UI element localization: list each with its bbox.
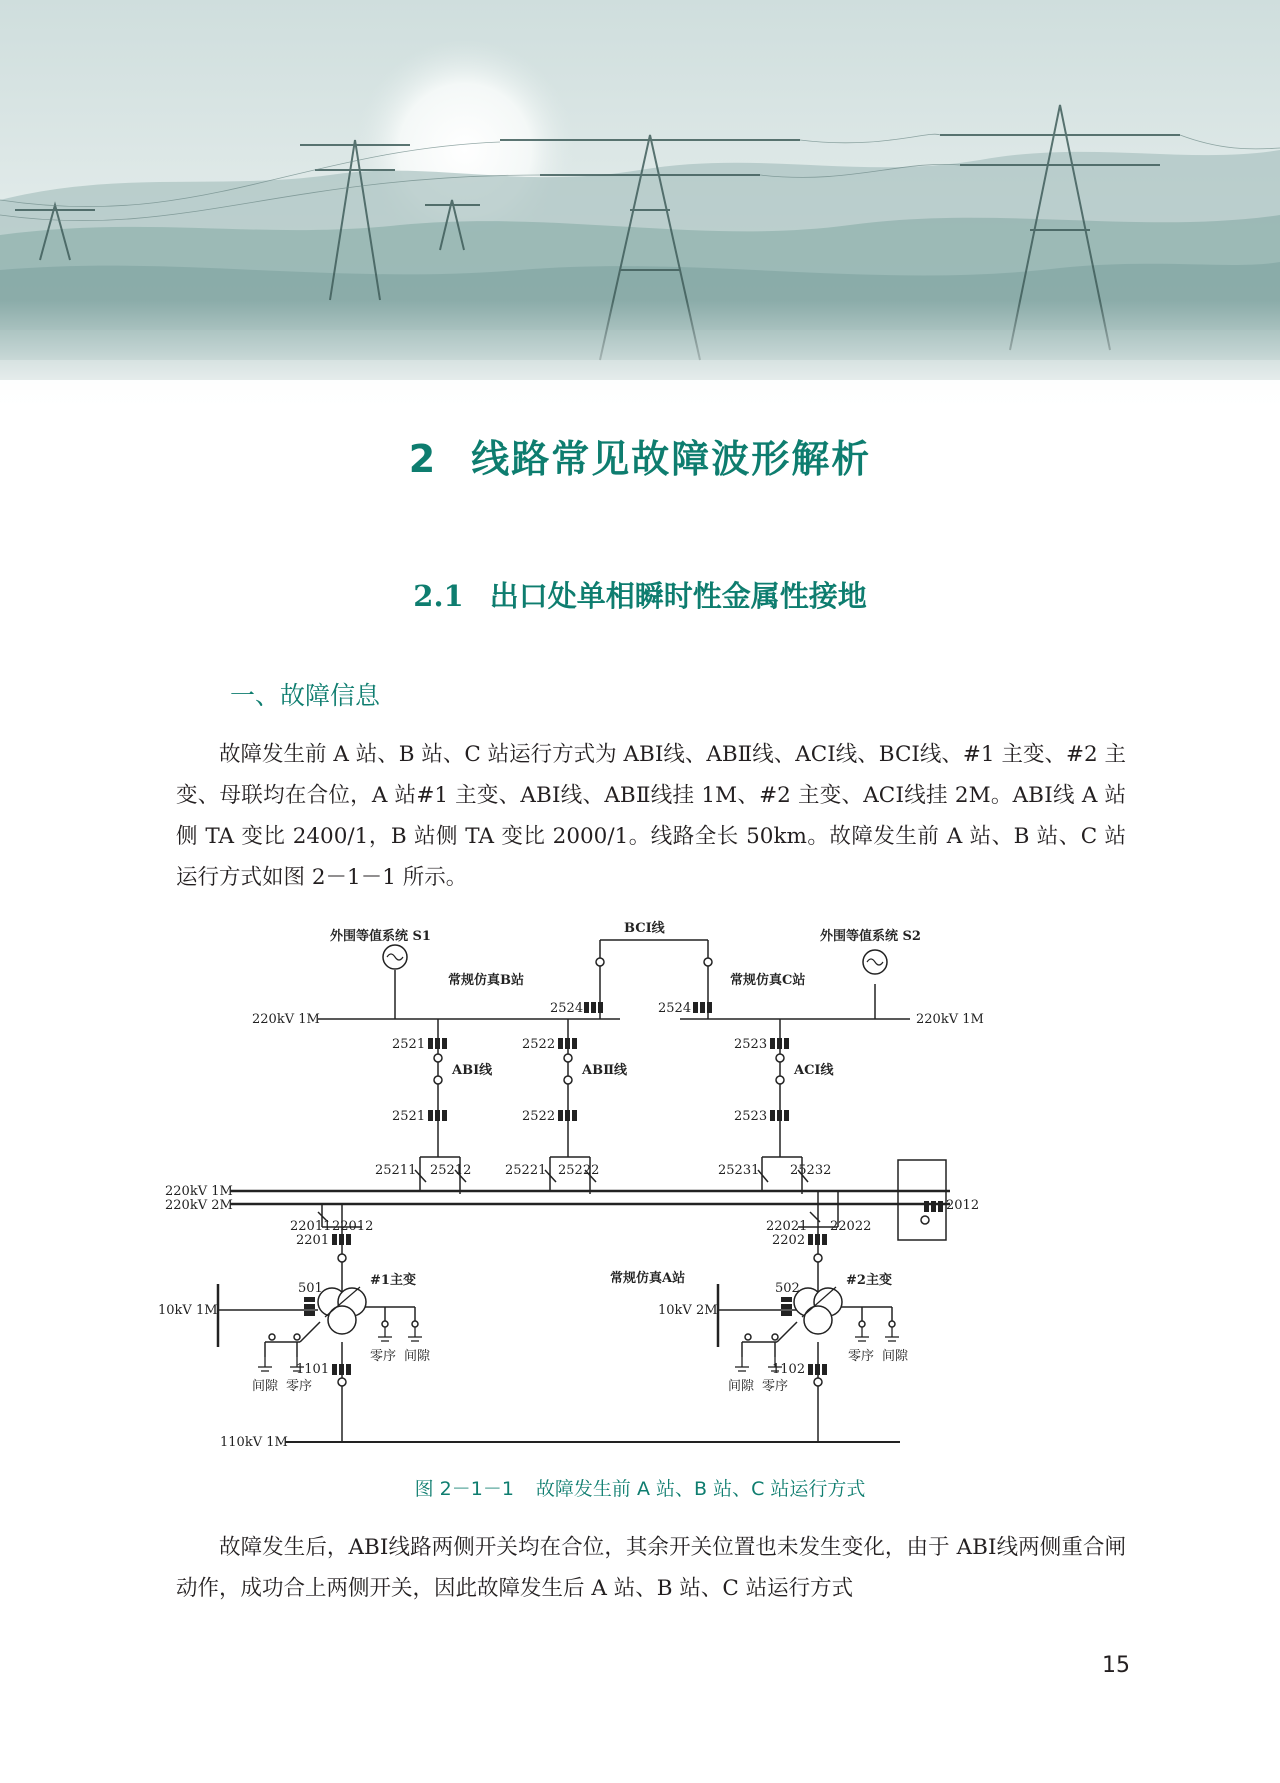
- label-bc-line: BCⅠ线: [624, 921, 665, 936]
- label-bus-10kv-1: 10kV 1M: [158, 1303, 218, 1318]
- label-bus-110kv: 110kV 1M: [220, 1435, 288, 1450]
- label-gap-1b: 间隙: [404, 1349, 431, 1364]
- chapter-title: [0, 428, 1280, 483]
- label-station-c: 常规仿真C站: [730, 973, 806, 988]
- label-brk-2521-top: 2521: [392, 1037, 426, 1052]
- label-brk-2202: 2202: [772, 1233, 806, 1248]
- paragraph-1: 故障发生前 A 站、B 站、C 站运行方式为 ABⅠ线、ABⅡ线、ACⅠ线、BCⅠ线、#1 主变、#2 主变、母联均在合位，A 站#1 主变、ABⅠ线、ABⅡ线挂 1M、#2 主变、ACⅠ线挂 2M。ABⅠ线 A 站侧 TA 变比 2400/1，B 站侧 TA 变比 2000/1。线路全长 50km。故障发生前 A 站、B 站、C 站运行方式如图 2－1－1 所示。: [176, 742, 1126, 890]
- label-bus-c: 220kV 1M: [916, 1012, 984, 1027]
- subsection-title: 一、故障信息: [230, 681, 381, 710]
- figure-caption-text: 故障发生前 A 站、B 站、C 站运行方式: [535, 1478, 866, 1500]
- section-title: [0, 574, 1280, 615]
- label-tx1: #1主变: [370, 1273, 416, 1288]
- label-sw-25231: 25231: [718, 1163, 760, 1178]
- label-sw-25211: 25211: [375, 1163, 417, 1178]
- label-sw-22022: 22022: [830, 1219, 872, 1234]
- label-sw-22011: 22011: [290, 1219, 332, 1234]
- label-brk-1101: 1101: [296, 1362, 330, 1377]
- label-gap-2: 间隙: [728, 1379, 755, 1394]
- label-gap-2b: 间隙: [882, 1349, 909, 1364]
- label-sw-25212: 25212: [430, 1163, 472, 1178]
- label-sw-22012: 22012: [332, 1219, 374, 1234]
- section-number: 2.1: [413, 579, 464, 613]
- label-sw-25221: 25221: [505, 1163, 547, 1178]
- label-bus-b: 220kV 1M: [252, 1012, 320, 1027]
- chapter-title-text: 线路常见故障波形解析: [471, 437, 872, 481]
- label-tx2: #2主变: [846, 1273, 892, 1288]
- label-zero-seq-1b: 零序: [370, 1349, 397, 1364]
- label-brk-1102: 1102: [772, 1362, 806, 1377]
- label-bus-a2: 220kV 2M: [165, 1198, 233, 1213]
- label-brk-2522-top: 2522: [522, 1037, 556, 1052]
- chapter-number: 2: [408, 437, 438, 481]
- label-zero-seq-2: 零序: [762, 1379, 789, 1394]
- label-zero-seq-2b: 零序: [848, 1349, 875, 1364]
- figure-caption-number: 图 2－1－1: [414, 1478, 514, 1500]
- label-brk-502: 502: [775, 1281, 800, 1296]
- label-station-a: 常规仿真A站: [610, 1271, 686, 1286]
- label-brk-2523-bot: 2523: [734, 1109, 768, 1124]
- chapter-banner-image: [0, 0, 1280, 420]
- label-ac1-line: ACⅠ线: [794, 1063, 834, 1078]
- label-brk-2523-top: 2523: [734, 1037, 768, 1052]
- paragraph-2: 故障发生后，ABⅠ线路两侧开关均在合位，其余开关位置也未发生变化，由于 ABⅠ线两侧重合闸动作，成功合上两侧开关，因此故障发生后 A 站、B 站、C 站运行方式: [176, 1535, 1126, 1601]
- label-ab2-line: ABⅡ线: [582, 1063, 628, 1078]
- label-brk-2522-bot: 2522: [522, 1109, 556, 1124]
- label-gap-1: 间隙: [252, 1379, 279, 1394]
- figure-caption: [0, 1474, 1280, 1501]
- label-brk-2524-b: 2524: [550, 1001, 584, 1016]
- label-brk-501: 501: [298, 1281, 323, 1296]
- label-zero-seq-1: 零序: [286, 1379, 313, 1394]
- label-brk-2524-c: 2524: [658, 1001, 692, 1016]
- section-title-text: 出口处单相瞬时性金属性接地: [489, 579, 867, 613]
- label-s1: 外围等值系统 S1: [330, 929, 431, 944]
- one-line-diagram: [158, 912, 1100, 1472]
- label-brk-2521-bot: 2521: [392, 1109, 426, 1124]
- label-s2: 外围等值系统 S2: [820, 929, 921, 944]
- label-brk-2012: 2012: [946, 1198, 980, 1213]
- label-brk-2201: 2201: [296, 1233, 330, 1248]
- label-bus-10kv-2: 10kV 2M: [658, 1303, 718, 1318]
- label-sw-25232: 25232: [790, 1163, 832, 1178]
- label-ab1-line: ABⅠ线: [452, 1063, 493, 1078]
- label-bus-a1: 220kV 1M: [165, 1184, 233, 1199]
- label-station-b: 常规仿真B站: [448, 973, 524, 988]
- page-number: 15: [1102, 1653, 1130, 1678]
- label-sw-25222: 25222: [558, 1163, 600, 1178]
- label-sw-22021: 22021: [766, 1219, 808, 1234]
